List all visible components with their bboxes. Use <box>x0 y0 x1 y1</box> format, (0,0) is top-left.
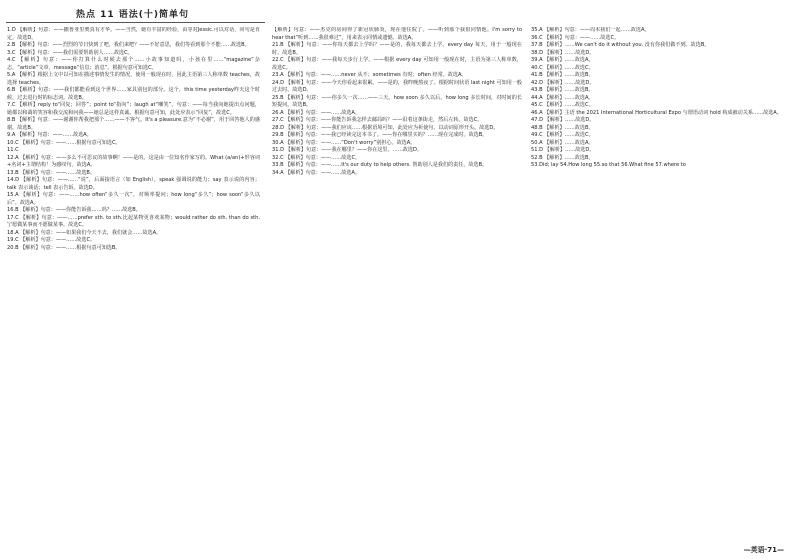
answer-paragraph: 43.B 【解析】……故选B。 <box>531 87 594 93</box>
answer-paragraph: 8.B 【解析】句意：——谢谢你帮我把那个……——不客气。It's a pleasure.意为“不必谢”，用于回答他人的感谢。故选B。 <box>7 117 260 131</box>
answer-paragraph: 51.D 【解析】……故选D。 <box>531 147 595 153</box>
answer-paragraph: 44.A 【解析】……故选A。 <box>531 94 594 101</box>
answer-paragraph: 40.C 【解析】……故选C。 <box>531 64 594 71</box>
answer-paragraph: 6.B 【解析】句意：——我们都能看到这个世界……家具别包的部分。这个，this time yesterday昨天这个时候，过去进行时的标志词。故选B。 <box>7 87 260 101</box>
answer-paragraph: 38.D 【解析】……故选D。 <box>531 49 595 56</box>
answer-paragraph: 39.A 【解析】……故选A。 <box>531 57 594 63</box>
answer-paragraph: 1.D 【解析】句意：——撒鲁亚里奥真有才华。——当然，她有丰富的经验，由等对Jessic.可以对话，同句是肯定。故选D。 <box>7 27 260 41</box>
answer-paragraph: 5.A 【解析】根据上文中以可知在描述事情发生的情况，使用一般现在时，因此主语第三人称单数 teaches，故选择 teaches。 <box>7 72 260 86</box>
answer-paragraph: 42.D 【解析】……故选D。 <box>531 79 595 86</box>
answer-paragraph: 9.A 【解析】句意：——……故选A。 <box>7 132 92 138</box>
answer-paragraph: 19.C 【解析】句意：——……故选C。 <box>7 237 96 243</box>
answer-paragraph: 48.B 【解析】……故选B。 <box>531 124 594 131</box>
answer-paragraph: 18.A 【解析】句意：——如果我们今天不去，我们就会……故选A。 <box>7 229 162 236</box>
answer-paragraph: 41.B 【解析】……故选B。 <box>531 72 594 78</box>
answer-paragraph: 45.C 【解析】……故选C。 <box>531 102 594 108</box>
answer-paragraph: 52.B 【解析】……故选B。 <box>531 154 594 161</box>
answer-paragraph: 21.B 【解析】句意：——你每天都去上学吗？——是的，我每天都去上学。every day 每天，用于一般现在时。故选B。 <box>272 42 522 56</box>
answer-paragraph: 14.D 【解析】句意：——……“说”，后面接语言（如 English），speak 强调说的能力；say 表示说的内容；talk 表示谈话；tell 表示告诉。故选D。 <box>7 177 260 191</box>
answer-paragraph: 20.B 【解析】句意：——……根据句意可知选B。 <box>7 244 121 251</box>
answer-paragraph: 49.C 【解析】……故选C。 <box>531 132 594 138</box>
answer-paragraph: 15.A 【解析】句意：——……how often“多久一次”，对频率提问；how long“多久”；how soon“多久以后”。故选A。 <box>7 192 260 206</box>
answer-paragraph: 31.D 【解析】句意：——我在哪里？——你在这里。……故选D。 <box>272 147 423 153</box>
answer-paragraph: 10.C 【解析】句意：——……根据句意可知选C。 <box>7 139 121 146</box>
answer-paragraph: 25.B 【解析】句意：——你多久一次……——三天。how soon 多久以后，how long 多长时间，对时间的长短提问。故选B。 <box>272 94 522 108</box>
answer-paragraph: 【解析】句意：——杰克的房间得了新冠状肺炎，现在他住院了。——听到那个我很同情他。I'm sorry to hear that“听到……我很难过”，用来表示同情或遗憾。故选A。 <box>272 27 522 41</box>
answer-paragraph: 11.C <box>7 147 19 153</box>
answer-column-3 <box>531 27 789 549</box>
page-header <box>0 0 794 26</box>
answer-paragraph: 53.Did; lay 54.How long 55.so that 56.What fine 57.where to <box>531 162 686 168</box>
answer-paragraph: 47.D 【解析】……故选D。 <box>531 117 595 123</box>
answer-paragraph: 3.C 【解析】句意：——我们需要帮助别人……故选C。 <box>7 49 133 56</box>
answer-paragraph: 4.C 【解析】句意：——你打算什么时候去那个……小故事知道吗，小孩在里……“magazine”杂志，“article”文章，message“信息；消息”。根据句意可知选C。 <box>7 57 260 71</box>
answer-paragraph: 17.C 【解析】句意：——……prefer sth. to sth.比起某物更喜欢某物；would rather do sth. than do sth. 宁愿做某事而不愿做某事。故选C。 <box>7 214 260 228</box>
answer-paragraph: 23.A 【解析】句意：——……never 从不；sometimes 有时；often 经常。故选A。 <box>272 72 467 78</box>
answer-paragraph: 33.B 【解析】句意：——……It's our duty to help others. 帮助别人是我们的责任。故选B。 <box>272 162 488 168</box>
answer-paragraph: 50.A 【解析】……故选A。 <box>531 139 594 146</box>
answer-paragraph: 7.C 【解析】reply to“回复；回答”；point to“指向”；laugh at“嘲笑”。句意：——每当我向她提出点问题，她都以和蔼的笑容和我交流和问我——她总是这样真诚。根据句意可知，此处应表示“回复”，故选C。 <box>7 102 260 116</box>
answer-paragraph: 46.A 【解析】主语 the 2021 International Horticultural Expo 与谓语动词 hold 构成被动关系……故选A。 <box>531 109 782 116</box>
answer-paragraph: 37.B 【解析】……We can't do it without you. 没有你我们做不到。故选B。 <box>531 42 710 48</box>
answer-column-2 <box>272 27 522 549</box>
answer-paragraph: 2.B 【解析】句意：——烈烈的节日快到了吧，我们来吧？——不好意思，我们等看到那个不能……故选B。 <box>7 42 250 48</box>
answer-paragraph: 34.A 【解析】句意：——……故选A。 <box>272 169 361 176</box>
page-number: —英语·71— <box>743 546 784 554</box>
answer-paragraph: 28.D 【解析】句意：——我们应该……根据语境可知，此处应为祈使句，以动词原形开头。故选D。 <box>272 124 499 131</box>
page-title: 热点 11 语法(十)简单句 <box>75 10 190 20</box>
answer-column-1 <box>7 27 260 549</box>
answer-paragraph: 16.B 【解析】句意：——你能告诉我……吗？……故选B。 <box>7 207 141 213</box>
answer-paragraph: 13.B 【解析】句意：——……故选B。 <box>7 169 96 176</box>
answer-paragraph: 22.C 【解析】句意：——我每天步行上学。——根据 every day 可知用一般现在时，主语为第三人称单数，故选C。 <box>272 57 522 71</box>
title-rule <box>6 22 265 23</box>
answer-paragraph: 27.C 【解析】句意：——你能告诉我怎样去邮局吗？——沿着这条街走，然后左转。故选C。 <box>272 117 483 123</box>
answer-paragraph: 24.D 【解析】句意：——今天你看起来很累。——是的，我昨晚熬夜了。根据时间状语 last night 可知用一般过去时。故选D。 <box>272 79 522 93</box>
answer-paragraph: 36.C 【解析】句意：——……故选C。 <box>531 34 620 41</box>
answer-paragraph: 12.A 【解析】句意：——多么不可思议的故事啊！——是的。这是由一位知名作家写的。What (a/an)+形容词+名词+主谓结构！为感叹句。故选A。 <box>7 154 260 168</box>
answer-paragraph: 30.A 【解析】句意：——……“Don't worry”别担心。故选A。 <box>272 139 416 146</box>
answer-paragraph: 32.C 【解析】句意：——……故选C。 <box>272 154 361 161</box>
answer-paragraph: 35.A 【解析】句意：——周末我们一起……故选A。 <box>531 27 650 33</box>
answer-paragraph: 26.A 【解析】句意：——……故选A。 <box>272 109 361 116</box>
answer-paragraph: 29.B 【解析】句意：——我已经读完这本书了。——你在哪里买的？……现在完成时。故选B。 <box>272 132 488 138</box>
